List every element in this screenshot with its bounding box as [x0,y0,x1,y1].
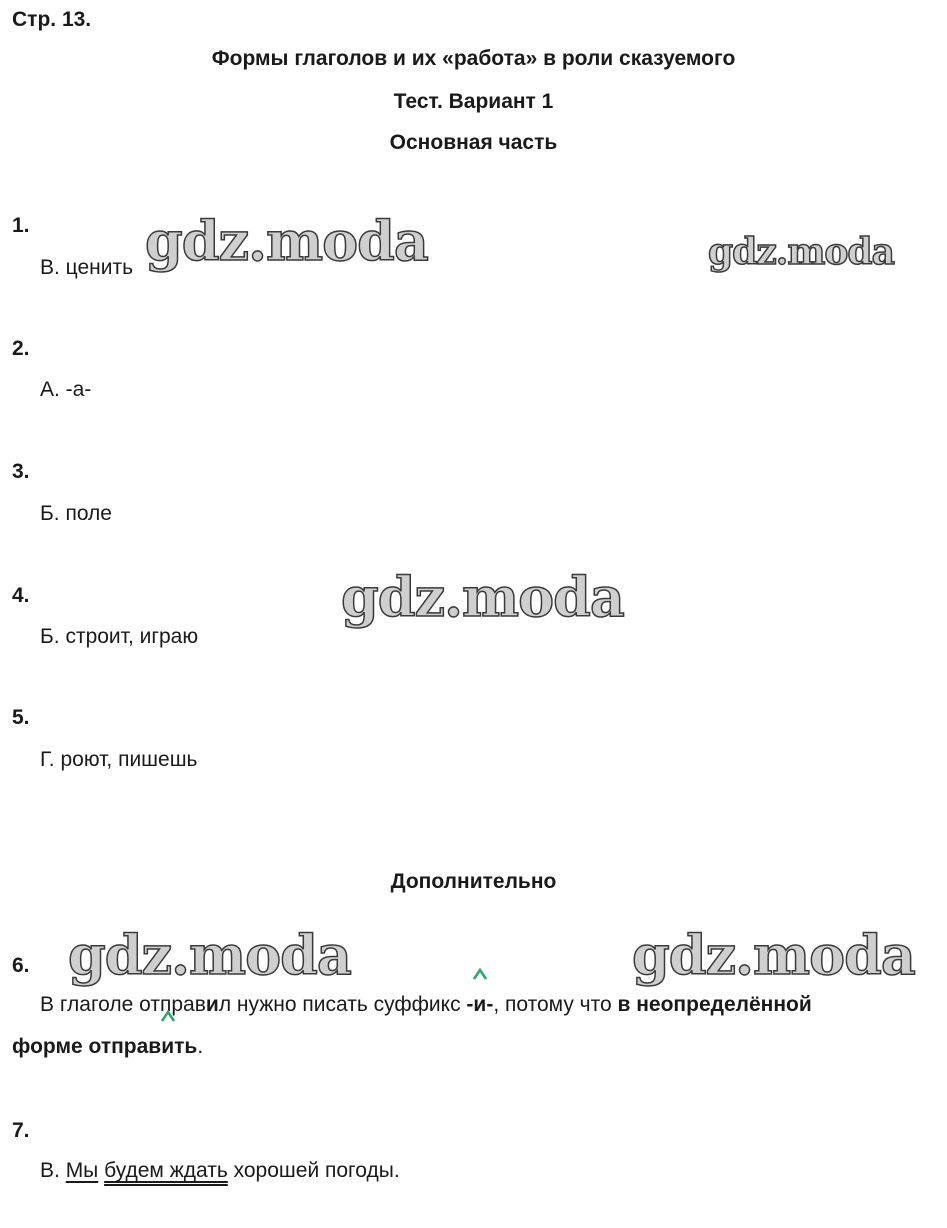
suffix-caret-icon [160,1010,176,1022]
section-extra: Дополнительно [390,870,557,893]
title: Формы глаголов и их «работа» в роли сказуемого [211,47,736,70]
item-2-answer: А. -а- [40,378,92,401]
item-5-number: 5. [12,706,30,729]
watermark: gdz.moda [68,923,351,987]
item-6-suffix [466,984,493,1026]
item-6-suffix-2 [161,1026,174,1068]
watermark: gdz.moda [341,565,624,629]
item-2-number: 2. [12,337,30,360]
item-7-prefix: В. [40,1159,66,1182]
item-7-predicate: будем ждать [104,1159,228,1182]
page-ref: Стр. 13. [12,8,92,31]
item-6-stressed-vowel: и [205,993,219,1016]
item-4-answer: Б. строит, играю [40,625,199,648]
item-7-rest: хорошей погоды. [227,1159,400,1182]
suffix-caret-icon [472,968,488,980]
item-7-subject: Мы [65,1159,99,1182]
item-6-part2: л нужно писать суффикс [218,993,467,1016]
item-5-answer: Г. роют, пишешь [40,748,198,771]
item-3-answer: Б. поле [40,502,112,525]
section-main: Основная часть [389,131,558,154]
item-7-number: 7. [12,1119,30,1142]
item-6-text [12,984,942,1068]
item-3-number: 3. [12,460,30,483]
item-6-bold1: в неопределённой [617,993,812,1016]
watermark: gdz.moda [632,923,915,987]
item-6-suffix-2-text: и [161,1035,175,1058]
subtitle: Тест. Вариант 1 [393,90,554,113]
item-6-part1: В глаголе отправ [40,993,206,1016]
item-6-number: 6. [12,954,30,977]
item-1-number: 1. [12,214,30,237]
watermark: gdz.moda [145,209,428,273]
watermark: gdz.moda [708,231,894,273]
item-6-end: . [197,1035,204,1058]
item-1-answer: В. ценить [40,256,134,279]
item-7-answer [40,1159,400,1183]
item-6-bold2b: ть [174,1035,198,1058]
item-4-number: 4. [12,584,30,607]
item-6-suffix-text: -и- [466,993,494,1016]
item-6-bold2a: форме отправ [12,1035,162,1058]
item-6-part3: , потому что [493,993,618,1016]
